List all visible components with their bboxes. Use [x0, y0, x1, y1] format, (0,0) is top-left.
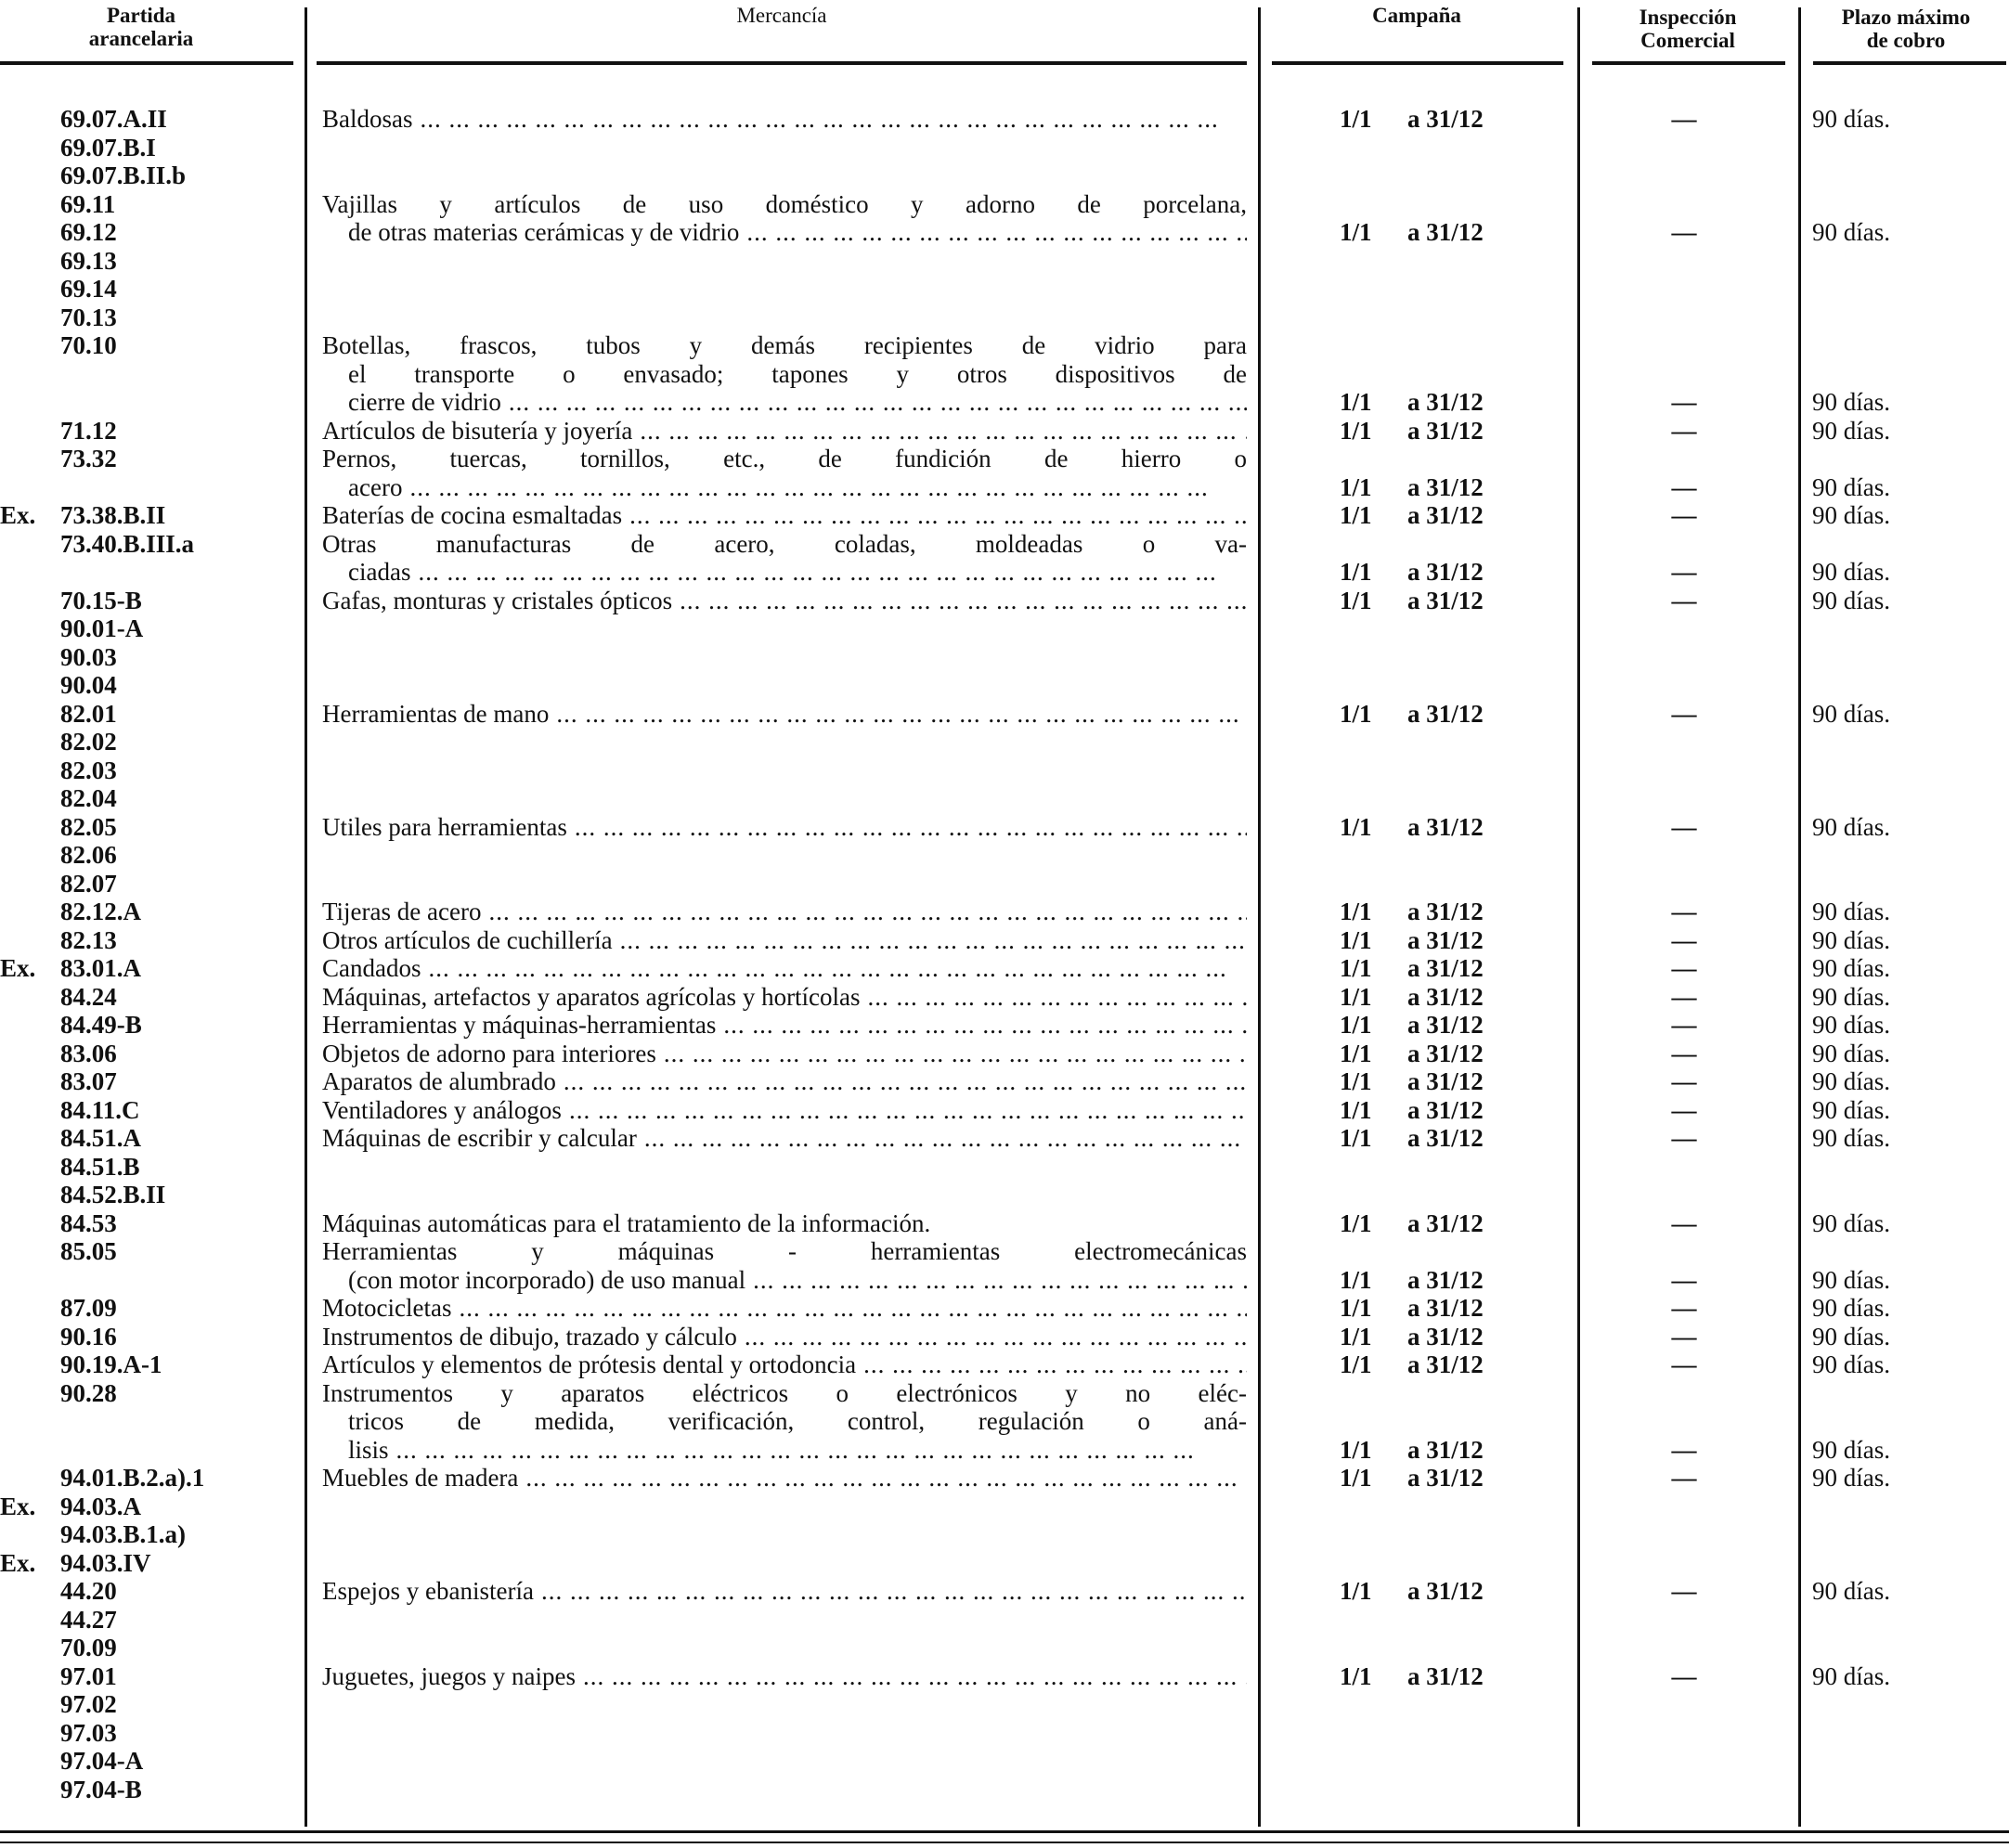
dot-leader	[549, 700, 1247, 729]
merchandise-description	[348, 360, 1247, 389]
dot-leader	[737, 1323, 1247, 1351]
campaign-from: 1/1	[1340, 558, 1372, 586]
merchandise-description	[322, 1209, 1247, 1238]
code-prefix: Ex.	[0, 954, 36, 982]
campaign-from: 1/1	[1340, 1124, 1372, 1152]
merchandise-description	[322, 926, 1247, 955]
dot-leader	[410, 558, 1247, 587]
inspection-value: —	[1671, 1067, 1697, 1095]
tariff-code: 90.03	[60, 642, 117, 671]
column-divider	[1798, 7, 1801, 1827]
merchandise-description	[322, 587, 1247, 615]
dot-leader	[716, 1011, 1247, 1040]
payment-term: 90 días.	[1812, 105, 1890, 133]
merchandise-description	[322, 445, 1247, 473]
campaign-to: a 31/12	[1407, 1435, 1484, 1464]
tariff-code: 73.32	[60, 445, 117, 472]
dot-leader	[562, 1096, 1247, 1125]
payment-term: 90 días.	[1812, 1011, 1890, 1039]
column-divider	[305, 7, 307, 1827]
tariff-code: 84.24	[60, 982, 117, 1011]
tariff-code: 69.11	[60, 189, 116, 218]
dot-leader	[413, 105, 1248, 134]
dot-leader	[861, 983, 1247, 1012]
campaign-to: a 31/12	[1407, 1464, 1484, 1492]
merchandise-description	[322, 1323, 1247, 1351]
dot-leader	[389, 1436, 1247, 1465]
tariff-code: 97.01	[60, 1661, 117, 1690]
description-text: Baldosas	[322, 105, 413, 133]
dot-leader	[576, 1662, 1247, 1691]
campaign-to: a 31/12	[1407, 1661, 1484, 1690]
header-partida	[37, 4, 245, 50]
inspection-value: —	[1671, 1294, 1697, 1322]
tariff-code: 69.07.B.I	[60, 133, 156, 162]
header-rule	[1813, 61, 2006, 65]
tariff-code: 83.06	[60, 1039, 117, 1067]
tariff-code: 84.51.B	[60, 1152, 140, 1181]
campaign-to: a 31/12	[1407, 1011, 1484, 1039]
tariff-code: 85.05	[60, 1237, 117, 1265]
merchandise-description	[322, 501, 1247, 530]
campaign-from: 1/1	[1340, 472, 1372, 501]
campaign-to: a 31/12	[1407, 218, 1484, 246]
inspection-value: —	[1671, 501, 1697, 529]
header-plazo	[1804, 6, 2008, 52]
description-text: Instrumentos y aparatos eléctricos o electrónicos y no eléc-	[322, 1378, 1247, 1407]
tariff-code: 97.02	[60, 1690, 117, 1718]
tariff-code: 69.13	[60, 246, 117, 275]
description-text: Otros artículos de cuchillería	[322, 925, 613, 954]
merchandise-description	[322, 1350, 1247, 1379]
description-text: Herramientas y máquinas - herramientas electromecánicas	[322, 1237, 1247, 1265]
merchandise-description	[348, 1436, 1247, 1465]
merchandise-description	[322, 1011, 1247, 1040]
tariff-code: 84.53	[60, 1208, 117, 1237]
campaign-from: 1/1	[1340, 1661, 1372, 1690]
tariff-code: 82.01	[60, 699, 117, 728]
campaign-from: 1/1	[1340, 982, 1372, 1011]
merchandise-description	[322, 1379, 1247, 1408]
description-text: Juguetes, juegos y naipes	[322, 1661, 576, 1690]
campaign-to: a 31/12	[1407, 105, 1484, 133]
merchandise-description	[322, 1067, 1247, 1096]
merchandise-description	[322, 1464, 1247, 1493]
description-text: Otras manufacturas de acero, coladas, moldeadas o va-	[322, 529, 1247, 558]
payment-term: 90 días.	[1812, 586, 1890, 614]
tariff-code: 82.12.A	[60, 898, 141, 925]
tariff-code: 71.12	[60, 416, 117, 445]
tariff-code: 90.28	[60, 1378, 117, 1407]
dot-leader	[421, 954, 1247, 983]
campaign-to: a 31/12	[1407, 812, 1484, 841]
campaign-from: 1/1	[1340, 812, 1372, 841]
campaign-from: 1/1	[1340, 1011, 1372, 1039]
payment-term: 90 días.	[1812, 472, 1890, 501]
description-text: Artículos y elementos de prótesis dental y ortodoncia	[322, 1350, 857, 1378]
tariff-code: 94.03.A	[60, 1492, 141, 1520]
tariff-code: 94.03.B.1.a)	[60, 1520, 186, 1548]
dot-leader	[856, 1350, 1247, 1379]
tariff-code: 70.10	[60, 331, 117, 359]
campaign-from: 1/1	[1340, 1265, 1372, 1294]
payment-term: 90 días.	[1812, 812, 1890, 841]
campaign-from: 1/1	[1340, 1435, 1372, 1464]
payment-term: 90 días.	[1812, 1067, 1890, 1095]
tariff-code: 83.01.A	[60, 954, 141, 982]
header-partida-line: Partida	[106, 4, 176, 27]
merchandise-description	[322, 331, 1247, 360]
tariff-code: 94.01.B.2.a).1	[60, 1464, 205, 1492]
campaign-to: a 31/12	[1407, 416, 1484, 445]
inspection-value: —	[1671, 812, 1697, 841]
campaign-to: a 31/12	[1407, 1124, 1484, 1152]
tariff-code: 69.14	[60, 275, 117, 303]
description-text: Gafas, monturas y cristales ópticos	[322, 586, 673, 614]
inspection-value: —	[1671, 105, 1697, 133]
tariff-code: 82.04	[60, 784, 117, 812]
inspection-value: —	[1671, 1322, 1697, 1350]
description-text: Utiles para herramientas	[322, 812, 567, 841]
payment-term: 90 días.	[1812, 388, 1890, 416]
tariff-code: 69.12	[60, 218, 117, 246]
campaign-to: a 31/12	[1407, 1350, 1484, 1378]
merchandise-description	[348, 558, 1247, 587]
inspection-value: —	[1671, 954, 1697, 982]
campaign-from: 1/1	[1340, 218, 1372, 246]
header-inspeccion-line: Inspección	[1639, 6, 1737, 29]
inspection-value: —	[1671, 925, 1697, 954]
tariff-code: 44.27	[60, 1605, 117, 1634]
tariff-code: 97.03	[60, 1718, 117, 1747]
campaign-to: a 31/12	[1407, 1208, 1484, 1237]
inspection-value: —	[1671, 982, 1697, 1011]
header-inspeccion	[1583, 6, 1793, 52]
campaign-from: 1/1	[1340, 1039, 1372, 1067]
campaign-to: a 31/12	[1407, 925, 1484, 954]
tariff-code: 82.07	[60, 869, 117, 898]
dot-leader	[672, 587, 1247, 615]
inspection-value: —	[1671, 1350, 1697, 1378]
payment-term: 90 días.	[1812, 1350, 1890, 1378]
inspection-value: —	[1671, 1039, 1697, 1067]
tariff-code: 97.04-B	[60, 1775, 142, 1803]
tariff-code: 84.51.A	[60, 1124, 141, 1152]
description-text: Instrumentos de dibujo, trazado y cálculo	[322, 1322, 737, 1350]
tariff-code: 70.13	[60, 303, 117, 331]
inspection-value: —	[1671, 586, 1697, 614]
tariff-code: 82.06	[60, 841, 117, 869]
campaign-to: a 31/12	[1407, 472, 1484, 501]
campaign-from: 1/1	[1340, 1322, 1372, 1350]
merchandise-description	[322, 1294, 1247, 1323]
dot-leader	[481, 898, 1247, 926]
campaign-from: 1/1	[1340, 416, 1372, 445]
bottom-rule	[0, 1830, 2009, 1833]
merchandise-description	[322, 700, 1247, 729]
tariff-code: 94.03.IV	[60, 1548, 151, 1577]
merchandise-description	[322, 530, 1247, 559]
inspection-value: —	[1671, 1124, 1697, 1152]
campaign-to: a 31/12	[1407, 699, 1484, 728]
campaign-from: 1/1	[1340, 1294, 1372, 1322]
description-text: Artículos de bisutería y joyería	[322, 416, 633, 445]
tariff-code: 82.05	[60, 812, 117, 841]
payment-term: 90 días.	[1812, 1322, 1890, 1350]
header-inspeccion-line: Comercial	[1640, 29, 1735, 52]
inspection-value: —	[1671, 1208, 1697, 1237]
campaign-to: a 31/12	[1407, 1265, 1484, 1294]
merchandise-description	[322, 190, 1247, 219]
payment-term: 90 días.	[1812, 1661, 1890, 1690]
merchandise-description	[322, 954, 1247, 983]
description-text: Herramientas de mano	[322, 699, 550, 728]
payment-term: 90 días.	[1812, 954, 1890, 982]
header-rule	[1272, 61, 1563, 65]
description-text: (con motor incorporado) de uso manual	[348, 1265, 746, 1294]
payment-term: 90 días.	[1812, 218, 1890, 246]
description-text: de otras materias cerámicas y de vidrio	[348, 218, 740, 246]
campaign-from: 1/1	[1340, 388, 1372, 416]
dot-leader	[402, 473, 1247, 502]
campaign-to: a 31/12	[1407, 1095, 1484, 1124]
dot-leader	[656, 1040, 1247, 1068]
payment-term: 90 días.	[1812, 1095, 1890, 1124]
description-text: tricos de medida, verificación, control, regulación o aná-	[348, 1407, 1247, 1435]
description-text: cierre de vidrio	[348, 388, 501, 416]
tariff-code: 69.07.A.II	[60, 105, 167, 133]
tariff-code: 84.52.B.II	[60, 1181, 166, 1208]
description-text: Máquinas, artefactos y aparatos agrícolas y hortícolas	[322, 982, 861, 1011]
payment-term: 90 días.	[1812, 925, 1890, 954]
payment-term: 90 días.	[1812, 416, 1890, 445]
campaign-to: a 31/12	[1407, 1322, 1484, 1350]
payment-term: 90 días.	[1812, 1435, 1890, 1464]
payment-term: 90 días.	[1812, 1464, 1890, 1492]
campaign-from: 1/1	[1340, 925, 1372, 954]
description-text: Baterías de cocina esmaltadas	[322, 501, 623, 529]
description-text: Espejos y ebanistería	[322, 1577, 534, 1605]
dot-leader	[613, 926, 1247, 955]
description-text: Botellas, frascos, tubos y demás recipientes de vidrio para	[322, 331, 1247, 359]
description-text: Máquinas automáticas para el tratamiento de la información.	[322, 1208, 931, 1237]
inspection-value: —	[1671, 1011, 1697, 1039]
merchandise-description	[348, 218, 1247, 247]
tariff-code: 70.15-B	[60, 586, 142, 614]
tariff-code: 70.09	[60, 1634, 117, 1661]
tariff-code: 69.07.B.II.b	[60, 162, 187, 189]
tariff-code: 82.02	[60, 728, 117, 756]
payment-term: 90 días.	[1812, 558, 1890, 586]
inspection-value: —	[1671, 699, 1697, 728]
merchandise-description	[322, 417, 1247, 446]
payment-term: 90 días.	[1812, 1265, 1890, 1294]
code-prefix: Ex.	[0, 1492, 36, 1520]
inspection-value: —	[1671, 472, 1697, 501]
description-text: Objetos de adorno para interiores	[322, 1039, 656, 1067]
inspection-value: —	[1671, 1095, 1697, 1124]
campaign-from: 1/1	[1340, 586, 1372, 614]
description-text: Vajillas y artículos de uso doméstico y adorno de porcelana,	[322, 189, 1247, 218]
campaign-from: 1/1	[1340, 1464, 1372, 1492]
inspection-value: —	[1671, 1435, 1697, 1464]
campaign-to: a 31/12	[1407, 898, 1484, 925]
tariff-code: 73.40.B.III.a	[60, 529, 195, 558]
dot-leader	[518, 1464, 1247, 1493]
campaign-to: a 31/12	[1407, 586, 1484, 614]
description-text: Ventiladores y análogos	[322, 1095, 562, 1124]
dot-leader	[637, 1124, 1247, 1153]
campaign-to: a 31/12	[1407, 954, 1484, 982]
merchandise-description	[322, 1237, 1247, 1266]
column-divider	[1577, 7, 1580, 1827]
merchandise-description	[348, 388, 1247, 417]
payment-term: 90 días.	[1812, 1577, 1890, 1605]
header-partida-line: arancelaria	[88, 27, 194, 50]
description-text: lisis	[348, 1435, 389, 1464]
tariff-code: 90.19.A-1	[60, 1350, 162, 1378]
dot-leader	[556, 1067, 1247, 1096]
dot-leader	[451, 1294, 1247, 1323]
tariff-code: 83.07	[60, 1067, 117, 1095]
payment-term: 90 días.	[1812, 1124, 1890, 1152]
inspection-value: —	[1671, 1265, 1697, 1294]
payment-term: 90 días.	[1812, 1294, 1890, 1322]
tariff-code: 82.03	[60, 756, 117, 784]
campaign-to: a 31/12	[1407, 558, 1484, 586]
code-prefix: Ex.	[0, 501, 36, 529]
inspection-value: —	[1671, 218, 1697, 246]
merchandise-description	[322, 1577, 1247, 1606]
description-text: acero	[348, 472, 403, 501]
tariff-code: 87.09	[60, 1294, 117, 1322]
payment-term: 90 días.	[1812, 1039, 1890, 1067]
dot-leader	[622, 501, 1247, 530]
payment-term: 90 días.	[1812, 898, 1890, 925]
dot-leader	[534, 1577, 1247, 1606]
campaign-from: 1/1	[1340, 898, 1372, 925]
code-prefix: Ex.	[0, 1548, 36, 1577]
campaign-from: 1/1	[1340, 954, 1372, 982]
column-divider	[1258, 7, 1261, 1827]
campaign-to: a 31/12	[1407, 1294, 1484, 1322]
campaign-to: a 31/12	[1407, 388, 1484, 416]
description-text: Muebles de madera	[322, 1464, 519, 1492]
payment-term: 90 días.	[1812, 699, 1890, 728]
description-text: el transporte o envasado; tapones y otros dispositivos de	[348, 359, 1247, 388]
bottom-rule	[0, 1842, 2009, 1843]
campaign-to: a 31/12	[1407, 982, 1484, 1011]
merchandise-description	[322, 1662, 1247, 1691]
campaign-from: 1/1	[1340, 1095, 1372, 1124]
merchandise-description	[322, 105, 1247, 134]
campaign-to: a 31/12	[1407, 1067, 1484, 1095]
description-text: Tijeras de acero	[322, 898, 482, 925]
header-campana: Campaña	[1372, 4, 1461, 27]
merchandise-description	[348, 473, 1247, 502]
dot-leader	[501, 388, 1247, 417]
merchandise-description	[348, 1407, 1247, 1436]
inspection-value: —	[1671, 1577, 1697, 1605]
inspection-value: —	[1671, 1661, 1697, 1690]
campaign-from: 1/1	[1340, 1577, 1372, 1605]
description-text: Candados	[322, 954, 421, 982]
merchandise-description	[322, 898, 1247, 926]
header-mercancia: Mercancía	[736, 4, 827, 27]
description-text: ciadas	[348, 558, 411, 586]
description-text: Herramientas y máquinas-herramientas	[322, 1011, 717, 1039]
tariff-code: 84.11.C	[60, 1095, 140, 1124]
description-text: Pernos, tuercas, tornillos, etc., de fundición de hierro o	[322, 445, 1247, 472]
campaign-to: a 31/12	[1407, 1039, 1484, 1067]
header-plazo-line: Plazo máximo	[1841, 6, 1971, 29]
merchandise-description	[322, 983, 1247, 1012]
campaign-to: a 31/12	[1407, 501, 1484, 529]
header-rule	[0, 61, 293, 65]
merchandise-description	[348, 1266, 1247, 1295]
campaign-to: a 31/12	[1407, 1577, 1484, 1605]
tariff-code: 82.13	[60, 925, 117, 954]
payment-term: 90 días.	[1812, 1208, 1890, 1237]
description-text: Aparatos de alumbrado	[322, 1067, 556, 1095]
inspection-value: —	[1671, 558, 1697, 586]
campaign-from: 1/1	[1340, 699, 1372, 728]
tariff-code: 90.04	[60, 671, 117, 699]
header-rule	[317, 61, 1247, 65]
header-plazo-line: de cobro	[1866, 29, 1946, 52]
header-rule	[1592, 61, 1785, 65]
dot-leader	[632, 417, 1247, 446]
tariff-code: 97.04-A	[60, 1747, 144, 1775]
tariff-code: 44.20	[60, 1577, 117, 1605]
description-text: Motocicletas	[322, 1294, 452, 1322]
inspection-value: —	[1671, 416, 1697, 445]
campaign-from: 1/1	[1340, 501, 1372, 529]
payment-term: 90 días.	[1812, 982, 1890, 1011]
campaign-from: 1/1	[1340, 1067, 1372, 1095]
merchandise-description	[322, 1096, 1247, 1125]
description-text: Máquinas de escribir y calcular	[322, 1124, 637, 1152]
dot-leader	[567, 813, 1247, 842]
campaign-from: 1/1	[1340, 1208, 1372, 1237]
inspection-value: —	[1671, 1464, 1697, 1492]
payment-term: 90 días.	[1812, 501, 1890, 529]
dot-leader	[745, 1266, 1247, 1295]
merchandise-description	[322, 1040, 1247, 1068]
tariff-code: 73.38.B.II	[60, 501, 166, 529]
inspection-value: —	[1671, 388, 1697, 416]
campaign-from: 1/1	[1340, 105, 1372, 133]
merchandise-description	[322, 1124, 1247, 1153]
inspection-value: —	[1671, 898, 1697, 925]
tariff-code: 90.16	[60, 1322, 117, 1350]
tariff-code: 84.49-B	[60, 1011, 142, 1039]
merchandise-description	[322, 813, 1247, 842]
tariff-code: 90.01-A	[60, 614, 144, 642]
campaign-from: 1/1	[1340, 1350, 1372, 1378]
dot-leader	[739, 218, 1247, 247]
